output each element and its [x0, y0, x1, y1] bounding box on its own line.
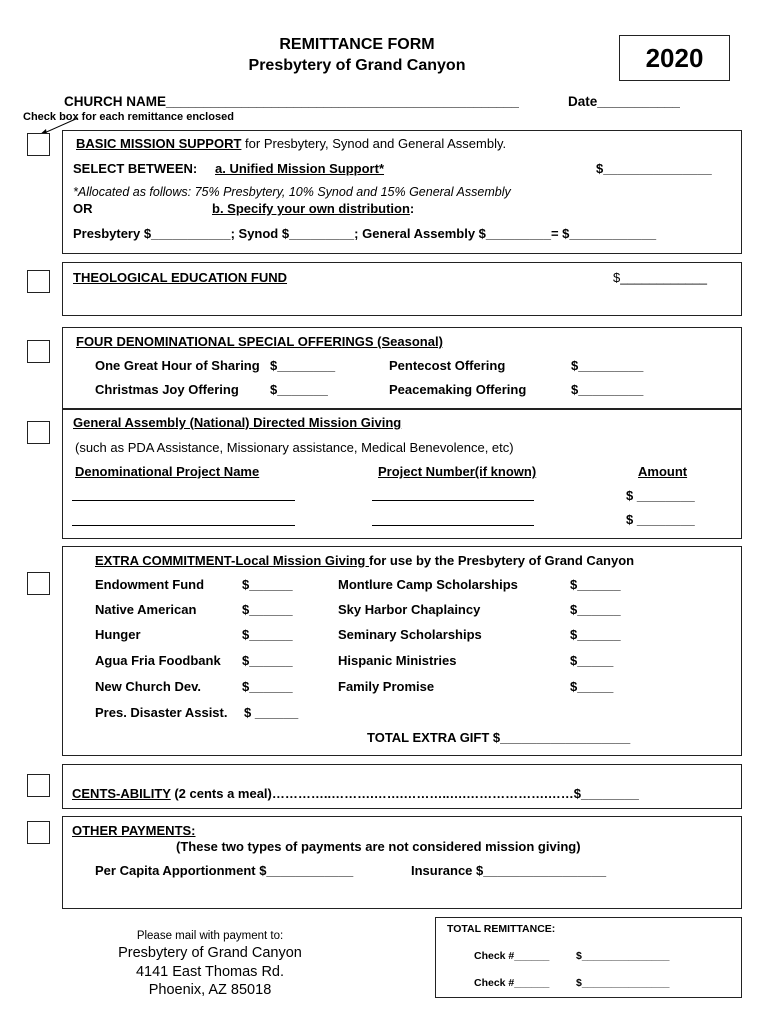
cents-ability-heading: CENTS-ABILITY [72, 786, 171, 801]
project-amount-1[interactable]: $ ________ [626, 488, 695, 503]
form-subtitle: Presbytery of Grand Canyon [248, 57, 466, 74]
church-name-field[interactable]: CHURCH NAME_______________________________________________ [64, 94, 519, 109]
native-american-label: Native American [95, 602, 197, 617]
check-amount-2[interactable]: $_______________ [576, 977, 670, 989]
new-church-dev-amount[interactable]: $______ [242, 679, 293, 694]
hunger-amount[interactable]: $______ [242, 627, 293, 642]
peacemaking-label: Peacemaking Offering [389, 382, 527, 397]
mail-line-3: Phoenix, AZ 85018 [148, 982, 272, 998]
hispanic-label: Hispanic Ministries [338, 653, 457, 668]
checkbox-cents-ability[interactable] [27, 774, 50, 797]
project-amount-2[interactable]: $ ________ [626, 512, 695, 527]
total-extra-gift-field[interactable]: TOTAL EXTRA GIFT $__________________ [367, 730, 631, 745]
basic-mission-heading-line [76, 136, 506, 151]
theological-amount-field[interactable]: $____________ [613, 270, 707, 285]
other-payments-heading: OTHER PAYMENTS: [72, 823, 196, 838]
cents-ability-rest: (2 cents a meal)…………..……….…….………..….……………….……$________ [170, 786, 639, 801]
option-b-line [212, 201, 414, 216]
endowment-fund-label: Endowment Fund [95, 577, 205, 592]
basic-mission-heading-rest: for Presbytery, Synod and General Assembly. [241, 136, 507, 151]
extra-commitment-heading-line [95, 553, 634, 568]
insurance-field[interactable]: Insurance $_________________ [411, 863, 607, 878]
family-promise-amount[interactable]: $_____ [570, 679, 614, 694]
directed-giving-note: (such as PDA Assistance, Missionary assistance, Medical Benevolence, etc) [75, 440, 514, 455]
total-remittance-heading: TOTAL REMITTANCE: [447, 923, 556, 935]
mail-line-1: Presbytery of Grand Canyon [118, 945, 302, 961]
pentecost-amount[interactable]: $_________ [571, 358, 644, 373]
year-label: 2020 [645, 42, 704, 73]
one-great-hour-label: One Great Hour of Sharing [95, 358, 260, 373]
christmas-joy-label: Christmas Joy Offering [95, 382, 239, 397]
col-project-number: Project Number(if known) [378, 464, 537, 479]
distribution-fields[interactable]: Presbytery $___________; Synod $_________; General Assembly $_________= $____________ [73, 226, 657, 241]
basic-mission-heading: BASIC MISSION SUPPORT [76, 136, 242, 151]
col-amount: Amount [638, 464, 688, 479]
christmas-joy-amount[interactable]: $_______ [270, 382, 328, 397]
option-a-unified[interactable]: a. Unified Mission Support* [215, 161, 385, 176]
check-box-note: Check box for each remittance enclosed [23, 111, 234, 123]
checkbox-theological[interactable] [27, 270, 50, 293]
option-b-specify[interactable]: b. Specify your own distribution [212, 201, 410, 216]
sky-harbor-amount[interactable]: $______ [570, 602, 621, 617]
disaster-assist-amount[interactable]: $ ______ [244, 705, 299, 720]
select-between-label: SELECT BETWEEN: [73, 161, 198, 176]
family-promise-label: Family Promise [338, 679, 435, 694]
form-title: REMITTANCE FORM [279, 36, 435, 53]
mail-line-2: 4141 East Thomas Rd. [135, 964, 285, 980]
checkbox-extra-commitment[interactable] [27, 572, 50, 595]
date-field[interactable]: Date___________ [568, 94, 680, 109]
other-payments-note: (These two types of payments are not considered mission giving) [176, 839, 581, 854]
col-project-name: Denominational Project Name [75, 464, 260, 479]
endowment-fund-amount[interactable]: $______ [242, 577, 293, 592]
check-number-2[interactable]: Check #______ [474, 977, 550, 989]
montlure-label: Montlure Camp Scholarships [338, 577, 518, 592]
per-capita-field[interactable]: Per Capita Apportionment $____________ [95, 863, 354, 878]
year-box [619, 35, 730, 81]
hispanic-amount[interactable]: $_____ [570, 653, 614, 668]
seminary-label: Seminary Scholarships [338, 627, 482, 642]
project-name-line-2[interactable] [72, 525, 295, 526]
checkbox-other-payments[interactable] [27, 821, 50, 844]
check-number-1[interactable]: Check #______ [474, 950, 550, 962]
option-a-amount-field[interactable]: $_______________ [596, 161, 712, 176]
extra-commitment-heading-rest: for use by the Presbytery of Grand Canyon [368, 553, 635, 568]
directed-giving-heading: General Assembly (National) Directed Mission Giving [73, 415, 402, 430]
one-great-hour-amount[interactable]: $________ [270, 358, 336, 373]
allocation-note: *Allocated as follows: 75% Presbytery, 10% Synod and 15% General Assembly [73, 185, 511, 199]
montlure-amount[interactable]: $______ [570, 577, 621, 592]
pentecost-label: Pentecost Offering [389, 358, 506, 373]
special-offerings-heading: FOUR DENOMINATIONAL SPECIAL OFFERINGS (Seasonal) [76, 334, 443, 349]
disaster-assist-label: Pres. Disaster Assist. [95, 705, 228, 720]
or-label: OR [73, 201, 93, 216]
new-church-dev-label: New Church Dev. [95, 679, 201, 694]
seminary-amount[interactable]: $______ [570, 627, 621, 642]
check-amount-1[interactable]: $_______________ [576, 950, 670, 962]
project-number-line-2[interactable] [372, 525, 534, 526]
agua-fria-amount[interactable]: $______ [242, 653, 293, 668]
cents-ability-line[interactable] [72, 786, 639, 801]
agua-fria-label: Agua Fria Foodbank [95, 653, 221, 668]
checkbox-basic-mission[interactable] [27, 133, 50, 156]
project-number-line-1[interactable] [372, 500, 534, 501]
sky-harbor-label: Sky Harbor Chaplaincy [338, 602, 481, 617]
checkbox-directed-giving[interactable] [27, 421, 50, 444]
native-american-amount[interactable]: $______ [242, 602, 293, 617]
hunger-label: Hunger [95, 627, 141, 642]
peacemaking-amount[interactable]: $_________ [571, 382, 644, 397]
extra-commitment-heading: EXTRA COMMITMENT-Local Mission Giving [95, 553, 369, 568]
project-name-line-1[interactable] [72, 500, 295, 501]
option-b-colon: : [409, 201, 415, 216]
checkbox-special-offerings[interactable] [27, 340, 50, 363]
mail-intro: Please mail with payment to: [136, 930, 284, 942]
theological-heading: THEOLOGICAL EDUCATION FUND [73, 270, 288, 285]
